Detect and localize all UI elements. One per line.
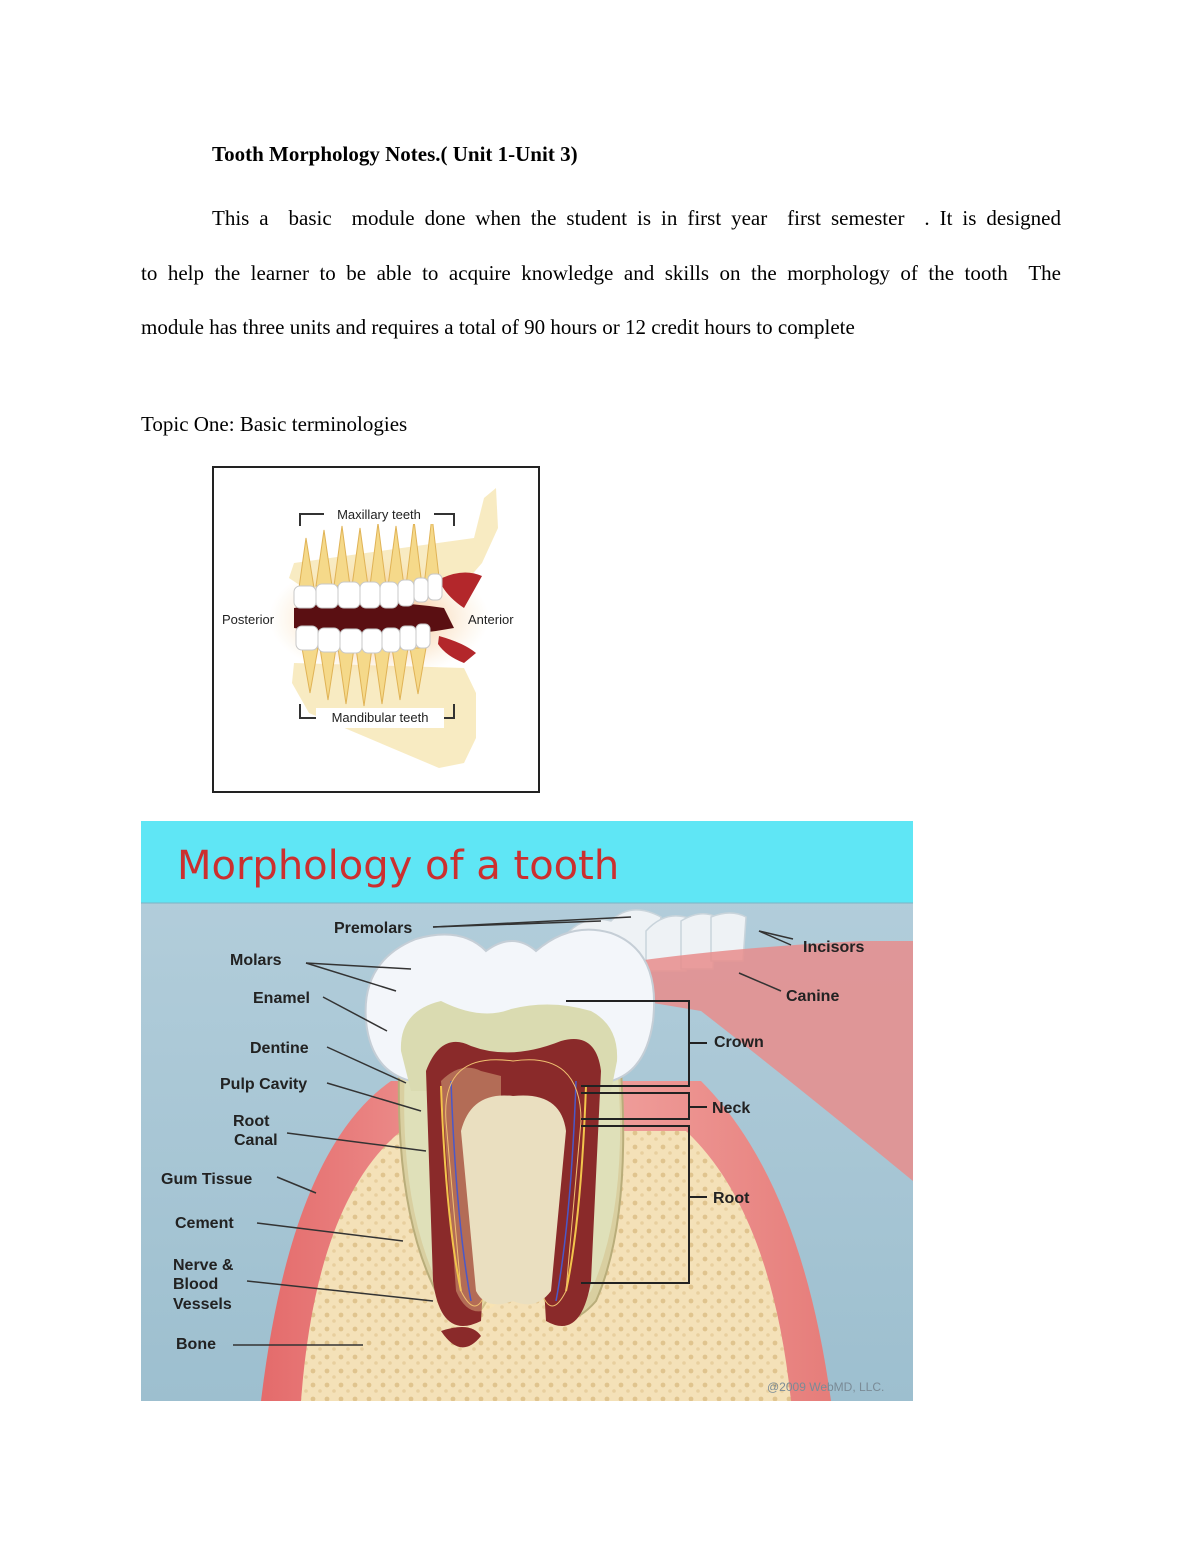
root-canal-space: [461, 1095, 566, 1304]
anterior-label: Anterior: [468, 612, 514, 627]
posterior-label: Posterior: [222, 612, 275, 627]
jaw-diagram-figure: [212, 466, 540, 793]
bone-label: Bone: [176, 1336, 216, 1353]
root-label: Root: [713, 1190, 750, 1207]
gum-tissue-label: Gum Tissue: [161, 1171, 253, 1188]
tooth-morphology-figure: [141, 821, 913, 1401]
root-canal-label: Canal: [234, 1132, 278, 1149]
enamel-label: Enamel: [253, 990, 310, 1007]
copyright-text: @2009 WebMD, LLC.: [767, 1380, 885, 1394]
crown-label: Crown: [714, 1034, 764, 1051]
nerve-label: Blood: [173, 1276, 219, 1293]
pulp-cavity-label: Pulp Cavity: [220, 1076, 308, 1093]
molars-label: Molars: [230, 952, 282, 969]
figure-title: Morphology of a tooth: [177, 843, 620, 889]
premolars-label: Premolars: [334, 920, 413, 937]
intro-line: This a basic module done when the student is in first year first semester . It is designed: [212, 206, 1061, 230]
intro-line: to help the learner to be able to acquire knowledge and skills on the morphology of the tooth The: [141, 260, 1061, 285]
topic-heading: Topic One: Basic terminologies: [141, 412, 408, 436]
mandibular-teeth-label: Mandibular teeth: [331, 710, 429, 725]
document-title: Tooth Morphology Notes.( Unit 1-Unit 3): [212, 142, 578, 166]
nerve-label: Vessels: [173, 1296, 232, 1313]
jaw-diagram: [214, 468, 538, 791]
root-canal-label: Root: [233, 1113, 270, 1130]
neck-label: Neck: [712, 1100, 751, 1117]
intro-paragraph: [141, 191, 1061, 355]
dentine-label: Dentine: [250, 1040, 309, 1057]
tooth-morphology-diagram: [141, 821, 913, 1401]
intro-line: module has three units and requires a total of 90 hours or 12 credit hours to complete: [141, 315, 855, 339]
maxillary-teeth-label: Maxillary teeth: [337, 507, 421, 522]
incisors-label: Incisors: [803, 939, 865, 956]
canine-label: Canine: [786, 988, 840, 1005]
nerve-label: Nerve &: [173, 1257, 234, 1274]
cement-label: Cement: [175, 1215, 234, 1232]
